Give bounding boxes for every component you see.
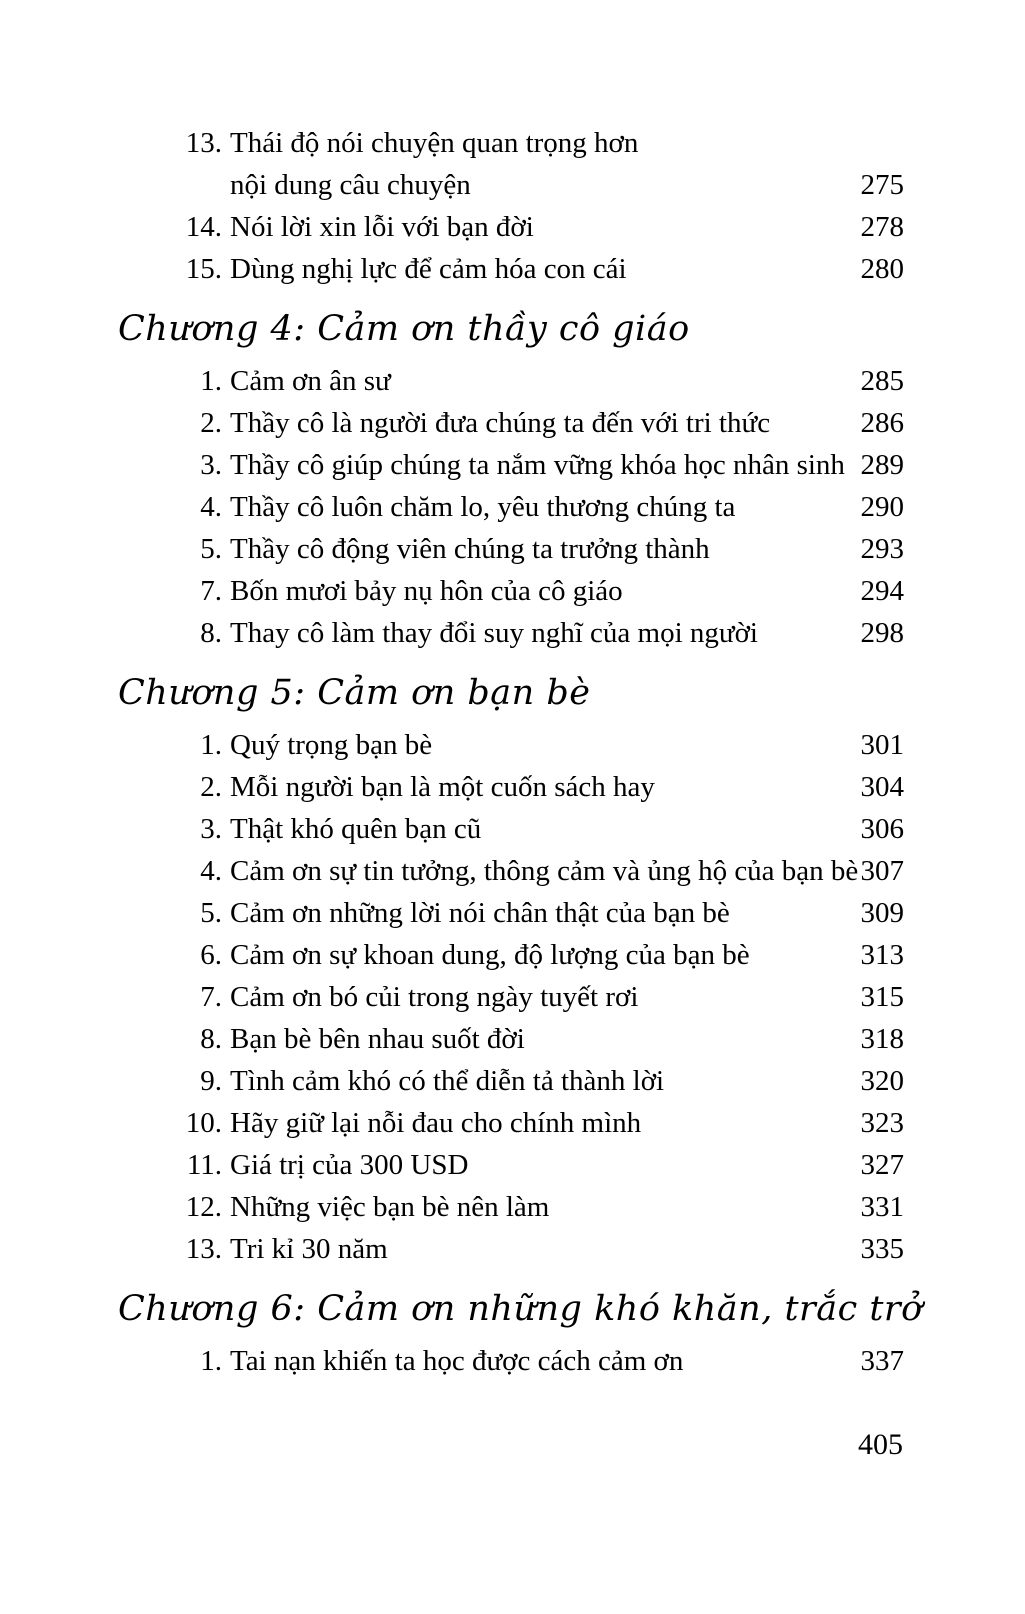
toc-item-title [222, 1340, 856, 1382]
toc-item-page: 294 [860, 575, 904, 607]
toc-chapter-section [118, 668, 904, 1270]
toc-item [118, 206, 904, 248]
toc-item-title-line: Tri kỉ 30 năm [230, 1233, 388, 1265]
toc-item-title-line: Tình cảm khó có thể diễn tả thành lời [230, 1065, 665, 1097]
toc-item-page: 275 [860, 169, 904, 201]
toc-item-title-line: nội dung câu chuyện [230, 169, 471, 201]
toc-item-title [222, 360, 856, 402]
toc-item-title-line: Cảm ơn sự khoan dung, độ lượng của bạn bè [230, 939, 750, 971]
toc-item-title-line: Thầy cô động viên chúng ta trưởng thành [230, 533, 710, 565]
toc-item-number: 1. [200, 729, 222, 761]
toc-item-number: 5. [200, 533, 222, 565]
toc-item-title-line: Hãy giữ lại nỗi đau cho chính mình [230, 1107, 642, 1139]
toc-item-title-line: Bạn bè bên nhau suốt đời [230, 1023, 525, 1055]
toc-item [118, 766, 904, 808]
toc-item-number: 9. [200, 1065, 222, 1097]
toc-item-title [222, 976, 856, 1018]
toc-item-page: 327 [860, 1149, 904, 1181]
toc-item-title [222, 528, 856, 570]
toc-item-page: 318 [860, 1023, 904, 1055]
toc-item-title [222, 248, 856, 290]
toc-item [118, 1144, 904, 1186]
chapter-heading: Chương 4: Cảm ơn thầy cô giáo [118, 309, 690, 349]
toc-intro-items [118, 122, 904, 290]
toc-item-title-line: Thật khó quên bạn cũ [230, 813, 482, 845]
toc-item-number: 10. [185, 1107, 222, 1139]
toc-item [118, 612, 904, 654]
toc-item-title [222, 570, 856, 612]
toc-item-title [222, 206, 856, 248]
toc-item-number: 2. [200, 771, 222, 803]
toc-item [118, 360, 904, 402]
toc-item-page: 285 [860, 365, 904, 397]
toc-item-page: 289 [860, 449, 904, 481]
toc-item-title-line: Thay cô làm thay đổi suy nghĩ của mọi người [230, 617, 758, 649]
toc-item-title [222, 892, 856, 934]
toc-item-title [222, 1144, 856, 1186]
toc-item-title-line: Quý trọng bạn bè [230, 729, 433, 761]
toc-item-page: 304 [860, 771, 904, 803]
toc-item-number: 8. [200, 1023, 222, 1055]
toc-item-page: 278 [860, 211, 904, 243]
toc-item-page: 315 [860, 981, 904, 1013]
toc-item [118, 976, 904, 1018]
toc-item [118, 1228, 904, 1270]
toc-item-title-line: Cảm ơn bó củi trong ngày tuyết rơi [230, 981, 639, 1013]
toc-item-title [222, 612, 856, 654]
toc-item [118, 934, 904, 976]
toc-item-title [222, 1102, 856, 1144]
toc-item-title [222, 122, 856, 206]
toc-item-title-line: Thái độ nói chuyện quan trọng hơn [230, 127, 639, 159]
toc-item-title-line: Nói lời xin lỗi với bạn đời [230, 211, 534, 243]
toc-item-page: 301 [860, 729, 904, 761]
toc-item [118, 570, 904, 612]
toc-item-number: 4. [200, 491, 222, 523]
toc-item-page: 337 [860, 1345, 904, 1377]
toc-item-page: 290 [860, 491, 904, 523]
toc-item-page: 298 [860, 617, 904, 649]
toc-item [118, 248, 904, 290]
toc-item [118, 1340, 904, 1382]
toc-item-title-line: Tai nạn khiến ta học được cách cảm ơn [230, 1345, 684, 1377]
toc-item-page: 307 [860, 855, 904, 887]
toc-item-title [222, 1228, 856, 1270]
toc-item [118, 444, 904, 486]
chapter-item-list [118, 724, 904, 1270]
toc-item-title [222, 1018, 856, 1060]
toc-item-number: 11. [186, 1149, 222, 1181]
toc-item [118, 1186, 904, 1228]
toc-item-number: 14. [185, 211, 222, 243]
table-of-contents [118, 122, 923, 1382]
toc-item [118, 486, 904, 528]
toc-item-page: 331 [860, 1191, 904, 1223]
toc-item-title-line: Thầy cô luôn chăm lo, yêu thương chúng ta [230, 491, 736, 523]
toc-item [118, 850, 904, 892]
toc-item-title-line: Bốn mươi bảy nụ hôn của cô giáo [230, 575, 623, 607]
toc-item-title [222, 724, 856, 766]
toc-item-number: 7. [200, 981, 222, 1013]
toc-item-page: 280 [860, 253, 904, 285]
toc-item-title-line: Thầy cô giúp chúng ta nắm vững khóa học nhân sinh [230, 449, 845, 481]
toc-item-title-line: Cảm ơn ân sư [230, 365, 391, 397]
toc-item-title [222, 766, 856, 808]
toc-item-page: 286 [860, 407, 904, 439]
toc-chapters [118, 304, 923, 1382]
toc-item [118, 724, 904, 766]
toc-item-title-line: Dùng nghị lực để cảm hóa con cái [230, 253, 627, 285]
toc-item [118, 892, 904, 934]
toc-item-number: 15. [185, 253, 222, 285]
toc-item-title [222, 850, 859, 892]
toc-item-number: 1. [200, 1345, 222, 1377]
toc-item-number: 8. [200, 617, 222, 649]
toc-item [118, 122, 904, 206]
toc-item [118, 402, 904, 444]
toc-item-title-line: Mỗi người bạn là một cuốn sách hay [230, 771, 655, 803]
toc-item-number: 3. [200, 449, 222, 481]
toc-item-title-line: Cảm ơn sự tin tưởng, thông cảm và ủng hộ của bạn bè [230, 855, 859, 887]
toc-item-title [222, 444, 856, 486]
toc-item [118, 1060, 904, 1102]
toc-item-title [222, 1060, 856, 1102]
toc-item-number: 13. [185, 1233, 222, 1265]
footer-page-number: 405 [858, 1428, 903, 1461]
toc-item-title [222, 808, 856, 850]
toc-item-page: 313 [860, 939, 904, 971]
toc-chapter-section [118, 1284, 923, 1382]
toc-item-number: 6. [200, 939, 222, 971]
toc-item-number: 2. [200, 407, 222, 439]
chapter-heading: Chương 6: Cảm ơn những khó khăn, trắc trở [118, 1289, 923, 1329]
toc-item-number: 1. [200, 365, 222, 397]
toc-item-page: 323 [860, 1107, 904, 1139]
toc-item-number: 3. [200, 813, 222, 845]
toc-item-page: 309 [860, 897, 904, 929]
toc-item [118, 808, 904, 850]
toc-item-number: 5. [200, 897, 222, 929]
toc-item-title [222, 402, 856, 444]
toc-item-title-line: Cảm ơn những lời nói chân thật của bạn bè [230, 897, 730, 929]
toc-item-number: 4. [200, 855, 222, 887]
toc-item-page: 335 [860, 1233, 904, 1265]
toc-item-title [222, 934, 856, 976]
chapter-heading: Chương 5: Cảm ơn bạn bè [118, 673, 591, 713]
toc-item-page: 293 [860, 533, 904, 565]
toc-item-number: 7. [200, 575, 222, 607]
toc-item-title [222, 1186, 856, 1228]
toc-item-number: 12. [185, 1191, 222, 1223]
toc-item-title-line: Những việc bạn bè nên làm [230, 1191, 550, 1223]
toc-item [118, 1018, 904, 1060]
toc-item-number: 13. [185, 127, 222, 159]
toc-item-title-line: Thầy cô là người đưa chúng ta đến với tri thức [230, 407, 771, 439]
chapter-item-list [118, 360, 904, 654]
toc-item [118, 1102, 904, 1144]
toc-item-title [222, 486, 856, 528]
toc-item-title-line: Giá trị của 300 USD [230, 1149, 469, 1181]
chapter-item-list [118, 1340, 904, 1382]
toc-chapter-section [118, 304, 904, 654]
toc-item-page: 320 [860, 1065, 904, 1097]
toc-item [118, 528, 904, 570]
toc-item-page: 306 [860, 813, 904, 845]
